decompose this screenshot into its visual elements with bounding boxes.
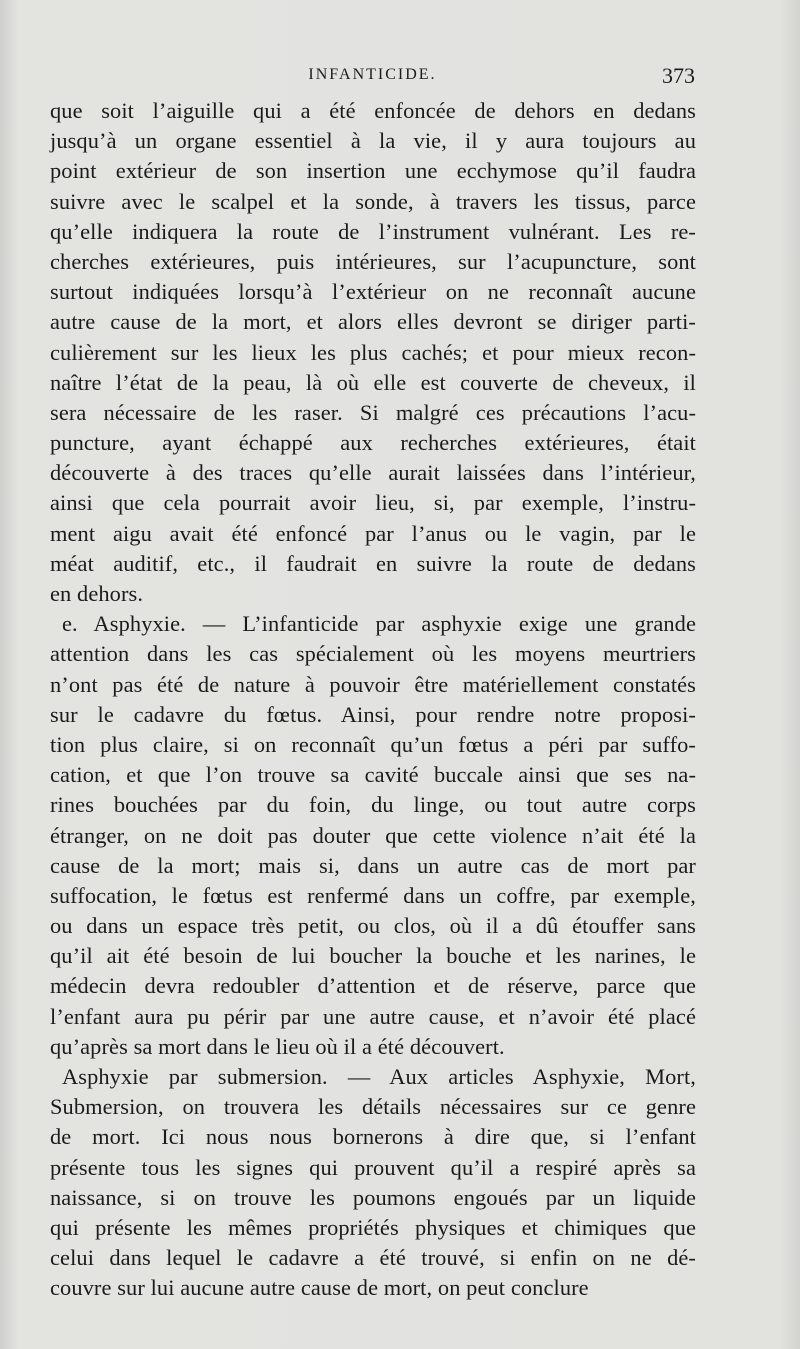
- line-text: ou dans un espace très petit, ou clos, où il a dû étouffer sans: [50, 913, 696, 939]
- line-text: Asphyxie par submersion. — Aux articles Asphyxie, Mort,: [62, 1064, 696, 1089]
- line-text: jusqu’à un organe essentiel à la vie, il y aura toujours au: [50, 128, 696, 154]
- line-text: l’enfant aura pu périr par une autre cause, et n’avoir été placé: [50, 1003, 696, 1029]
- line-text: cation, et que l’on trouve sa cavité buccale ainsi que ses na-: [50, 762, 696, 788]
- line-text: ment aigu avait été enfoncé par l’anus ou le vagin, par le: [50, 520, 696, 546]
- line-text: rines bouchées par du foin, du linge, ou tout autre corps: [50, 792, 696, 818]
- text-line: [50, 1243, 696, 1273]
- text-line: [50, 881, 696, 911]
- text-line: [50, 1122, 696, 1152]
- text-line: [50, 579, 696, 609]
- text-line: [50, 488, 696, 518]
- text-line: [50, 1213, 696, 1243]
- text-line: [50, 398, 696, 428]
- line-text: n’ont pas été de nature à pouvoir être matériellement constatés: [50, 671, 696, 697]
- text-line: [50, 277, 696, 307]
- text-line: [50, 911, 696, 941]
- line-text: suivre avec le scalpel et la sonde, à travers les tissus, parce: [50, 188, 696, 214]
- text-line: [50, 96, 696, 126]
- text-line: [50, 1183, 696, 1213]
- line-text: surtout indiquées lorsqu’à l’extérieur on ne reconnaît aucune: [50, 279, 696, 305]
- line-text: couvre sur lui aucune autre cause de mort, on peut conclure: [50, 1275, 589, 1301]
- line-text: naissance, si on trouve les poumons engoués par un liquide: [50, 1184, 696, 1210]
- text-line: [50, 458, 696, 488]
- line-text: celui dans lequel le cadavre a été trouvé, si enfin on ne dé-: [50, 1245, 696, 1271]
- text-line: [50, 821, 696, 851]
- line-text: de mort. Ici nous nous bornerons à dire que, si l’enfant: [50, 1124, 696, 1150]
- text-line: [50, 519, 696, 549]
- text-line: [50, 368, 696, 398]
- line-text: découverte à des traces qu’elle aurait laissées dans l’intérieur,: [50, 460, 696, 486]
- line-text: cause de la mort; mais si, dans un autre cas de mort par: [50, 852, 696, 878]
- text-line: [50, 790, 696, 820]
- line-text: ainsi que cela pourrait avoir lieu, si, par exemple, l’instru-: [50, 490, 696, 516]
- line-text: qu’il ait été besoin de lui boucher la bouche et les narines, le: [50, 943, 696, 969]
- running-head: INFANTICIDE.: [308, 66, 437, 83]
- line-text: cherches extérieures, puis intérieures, sur l’acupuncture, sont: [50, 248, 696, 274]
- page-header: [50, 60, 695, 94]
- line-text: culièrement sur les lieux les plus cachés; et pour mieux recon-: [50, 339, 696, 365]
- page-number: 373: [662, 63, 695, 88]
- text-line: [50, 730, 696, 760]
- text-line: [50, 428, 696, 458]
- body-text: [50, 96, 696, 1304]
- text-line: [50, 247, 696, 277]
- text-line: [50, 1002, 696, 1032]
- text-line: [50, 307, 696, 337]
- line-text: sur le cadavre du fœtus. Ainsi, pour rendre notre proposi-: [50, 701, 696, 727]
- line-text: présente tous les signes qui prouvent qu’il a respiré après sa: [50, 1154, 696, 1180]
- text-line: [50, 338, 696, 368]
- text-line: [50, 971, 696, 1001]
- text-line: [50, 187, 696, 217]
- line-text: que soit l’aiguille qui a été enfoncée de dehors en dedans: [50, 98, 696, 123]
- text-line: [50, 1062, 696, 1092]
- text-line: [50, 941, 696, 971]
- line-text: point extérieur de son insertion une ecchymose qu’il faudra: [50, 158, 696, 184]
- text-line: [50, 156, 696, 186]
- line-text: puncture, ayant échappé aux recherches extérieures, était: [50, 430, 696, 456]
- text-line: [50, 851, 696, 881]
- line-text: Submersion, on trouvera les détails nécessaires sur ce genre: [50, 1094, 696, 1120]
- text-line: [50, 1153, 696, 1183]
- text-line: [50, 700, 696, 730]
- text-line: [50, 126, 696, 156]
- text-line: [50, 217, 696, 247]
- line-text: étranger, on ne doit pas douter que cette violence n’ait été la: [50, 822, 696, 848]
- line-text: qu’après sa mort dans le lieu où il a été découvert.: [50, 1033, 505, 1059]
- text-line: [50, 639, 696, 669]
- line-text: médecin devra redoubler d’attention et de réserve, parce que: [50, 973, 696, 999]
- line-text: e. Asphyxie. — L’infanticide par asphyxie exige une grande: [62, 611, 696, 637]
- text-line: [50, 1273, 696, 1303]
- line-text: qui présente les mêmes propriétés physiques et chimiques que: [50, 1214, 696, 1240]
- line-text: sera nécessaire de les raser. Si malgré ces précautions l’acu-: [50, 399, 696, 425]
- text-line: [50, 1032, 696, 1062]
- line-text: tion plus claire, si on reconnaît qu’un fœtus a péri par suffo-: [50, 731, 696, 757]
- line-text: naître l’état de la peau, là où elle est couverte de cheveux, il: [50, 369, 696, 395]
- line-text: qu’elle indiquera la route de l’instrument vulnérant. Les re-: [50, 218, 696, 244]
- text-line: [50, 549, 696, 579]
- text-line: [50, 1092, 696, 1122]
- line-text: attention dans les cas spécialement où les moyens meurtriers: [50, 641, 696, 667]
- text-line: [50, 609, 696, 639]
- line-text: autre cause de la mort, et alors elles devront se diriger parti-: [50, 309, 696, 335]
- text-line: [50, 760, 696, 790]
- line-text: en dehors.: [50, 581, 144, 606]
- line-text: méat auditif, etc., il faudrait en suivre la route de dedans: [50, 550, 696, 576]
- line-text: suffocation, le fœtus est renfermé dans un coffre, par exemple,: [50, 882, 696, 908]
- text-line: [50, 670, 696, 700]
